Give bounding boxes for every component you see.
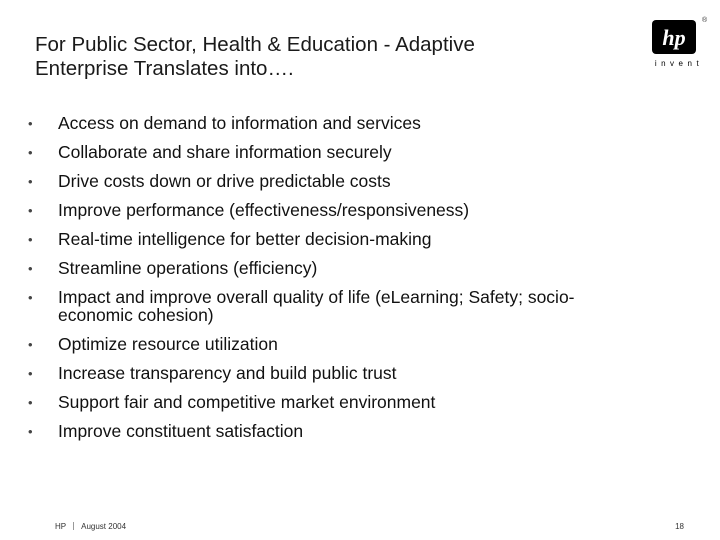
bullet-text: Increase transparency and build public trust xyxy=(58,363,397,383)
bullet-text: Improve constituent satisfaction xyxy=(58,421,304,441)
bullet-item xyxy=(26,335,666,353)
bullet-item xyxy=(26,143,666,161)
bullet-text-continued: economic cohesion) xyxy=(58,305,214,325)
bullet-text: Collaborate and share information securely xyxy=(58,142,392,162)
bullet-list xyxy=(26,114,666,451)
bullet-text: Improve performance (effectiveness/responsiveness) xyxy=(58,200,470,220)
slide-title xyxy=(35,33,595,81)
bullet-item xyxy=(26,114,666,132)
bullet-item xyxy=(26,230,666,248)
bullet-text: Access on demand to information and services xyxy=(58,113,421,133)
bullet-text: Drive costs down or drive predictable costs xyxy=(58,171,391,191)
bullet-item xyxy=(26,172,666,190)
footer-company: HP xyxy=(55,522,67,531)
bullet-dot-icon: • xyxy=(28,424,33,439)
bullet-dot-icon: • xyxy=(28,337,33,352)
title-line-2: Enterprise Translates into…. xyxy=(35,57,294,80)
bullet-item xyxy=(26,259,666,277)
bullet-text: Impact and improve overall quality of life (eLearning; Safety; socio- xyxy=(58,287,575,307)
bullet-dot-icon: • xyxy=(28,116,33,131)
hp-logo-tagline: invent xyxy=(654,59,704,68)
bullet-dot-icon: • xyxy=(28,203,33,218)
bullet-dot-icon: • xyxy=(28,174,33,189)
bullet-text: Streamline operations (efficiency) xyxy=(58,258,318,278)
bullet-dot-icon: • xyxy=(28,145,33,160)
hp-logo xyxy=(648,17,710,76)
registered-mark: ® xyxy=(702,17,708,24)
bullet-item xyxy=(26,288,666,324)
bullet-item xyxy=(26,422,666,440)
bullet-dot-icon: • xyxy=(28,232,33,247)
footer-separator xyxy=(73,522,74,530)
bullet-dot-icon: • xyxy=(28,366,33,381)
bullet-text: Support fair and competitive market environment xyxy=(58,392,436,412)
bullet-item xyxy=(26,201,666,219)
hp-logo-text: hp xyxy=(662,25,686,50)
bullet-dot-icon: • xyxy=(28,395,33,410)
title-line-1: For Public Sector, Health & Education - Adaptive xyxy=(35,33,475,56)
bullet-item xyxy=(26,364,666,382)
bullet-item xyxy=(26,393,666,411)
hp-logo-icon xyxy=(652,20,696,54)
bullet-text: Optimize resource utilization xyxy=(58,334,278,354)
bullet-dot-icon: • xyxy=(28,290,33,305)
bullet-dot-icon: • xyxy=(28,261,33,276)
page-number: 18 xyxy=(675,522,684,531)
hp-logo-mark xyxy=(652,20,696,54)
bullet-text: Real-time intelligence for better decision-making xyxy=(58,229,432,249)
footer-date: August 2004 xyxy=(81,522,127,531)
footer-left xyxy=(55,522,126,531)
